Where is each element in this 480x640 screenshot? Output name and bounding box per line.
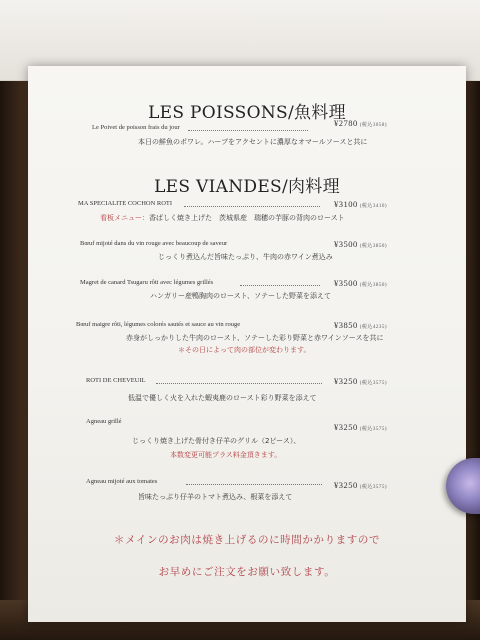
menu-item-name: Bœuf mijoté dans du vin rouge avec beaucoup de saveur: [80, 240, 228, 247]
menu-item-name: MA SPECIALITE COCHON ROTI: [78, 200, 173, 207]
menu-item-note: ＊その日によって肉の部位が変わります。: [178, 346, 311, 354]
menu-item-description: じっくり煮込んだ旨味たっぷり、牛肉の赤ワイン煮込み: [158, 253, 333, 261]
menu-item-price: ¥3850 (税込4235): [334, 320, 388, 330]
leader-dots: [240, 285, 320, 286]
poissons-section-title: LES POISSONS/魚料理: [148, 103, 346, 123]
leader-dots: [186, 484, 322, 485]
menu-item-description: 低温で優しく火を入れた蝦夷鹿のロースト彩り野菜を添えて: [128, 394, 317, 402]
signature-label: 看板メニュー：: [100, 214, 149, 222]
viandes-section-title: LES VIANDES/肉料理: [154, 177, 340, 197]
menu-item-description: 看板メニュー：香ばしく焼き上げた 茨城県産 瑞穂の芋豚の背肉のロースト: [100, 214, 345, 222]
menu-item-description: 本日の鮮魚のポワレ。ハーブをアクセントに濃厚なオマールソースと共に: [138, 138, 368, 146]
menu-item-name: Agneau mijoté aux tomates: [86, 478, 158, 485]
menu-item-price: ¥3250 (税込3575): [334, 480, 388, 490]
menu-item-name: Bœuf maigre rôti, légumes colorés sautés et sauce au vin rouge: [76, 321, 241, 328]
menu-item-description: じっくり焼き上げた骨付き仔羊のグリル（2ピース）、: [132, 437, 301, 445]
leader-dots: [156, 383, 322, 384]
menu-item-description: ハンガリー産鴨胸肉のロースト、ソテーした野菜を添えて: [150, 292, 332, 300]
menu-item-description: 赤身がしっかりした牛肉のロースト、ソテーした彩り野菜と赤ワインソースを共に: [126, 334, 384, 342]
menu-item-name: ROTI DE CHEVEUIL: [86, 377, 146, 384]
menu-item-description: 旨味たっぷり仔羊のトマト煮込み、根菜を添えて: [138, 493, 293, 501]
leader-dots: [184, 206, 320, 207]
menu-item-name: Agneau grillé: [86, 418, 122, 425]
menu-item-price: ¥3250 (税込3575): [334, 376, 388, 386]
notice-line-2: お早めにご注文をお願い致します。: [158, 566, 336, 578]
menu-item-name: Le Poivet de poisson frais du jour: [92, 124, 180, 131]
menu-item-price: ¥2780 (税込3058): [334, 118, 388, 128]
notice-line-1: ＊メインのお肉は焼き上げるのに時間かかりますので: [113, 534, 381, 546]
leader-dots: [188, 130, 308, 131]
menu-item-note: 本数変更可能プラス料金頂きます。: [170, 451, 282, 459]
menu-item-name: Magret de canard Tsugaru rôti avec légumes grillés: [80, 279, 214, 286]
menu-item-price: ¥3250 (税込3575): [334, 422, 388, 432]
menu-item-price: ¥3100 (税込3410): [334, 199, 388, 209]
menu-item-price: ¥3500 (税込3850): [334, 278, 388, 288]
menu-item-price: ¥3500 (税込3850): [334, 239, 388, 249]
menu-page: [28, 66, 466, 622]
table-background-left: [0, 0, 30, 640]
